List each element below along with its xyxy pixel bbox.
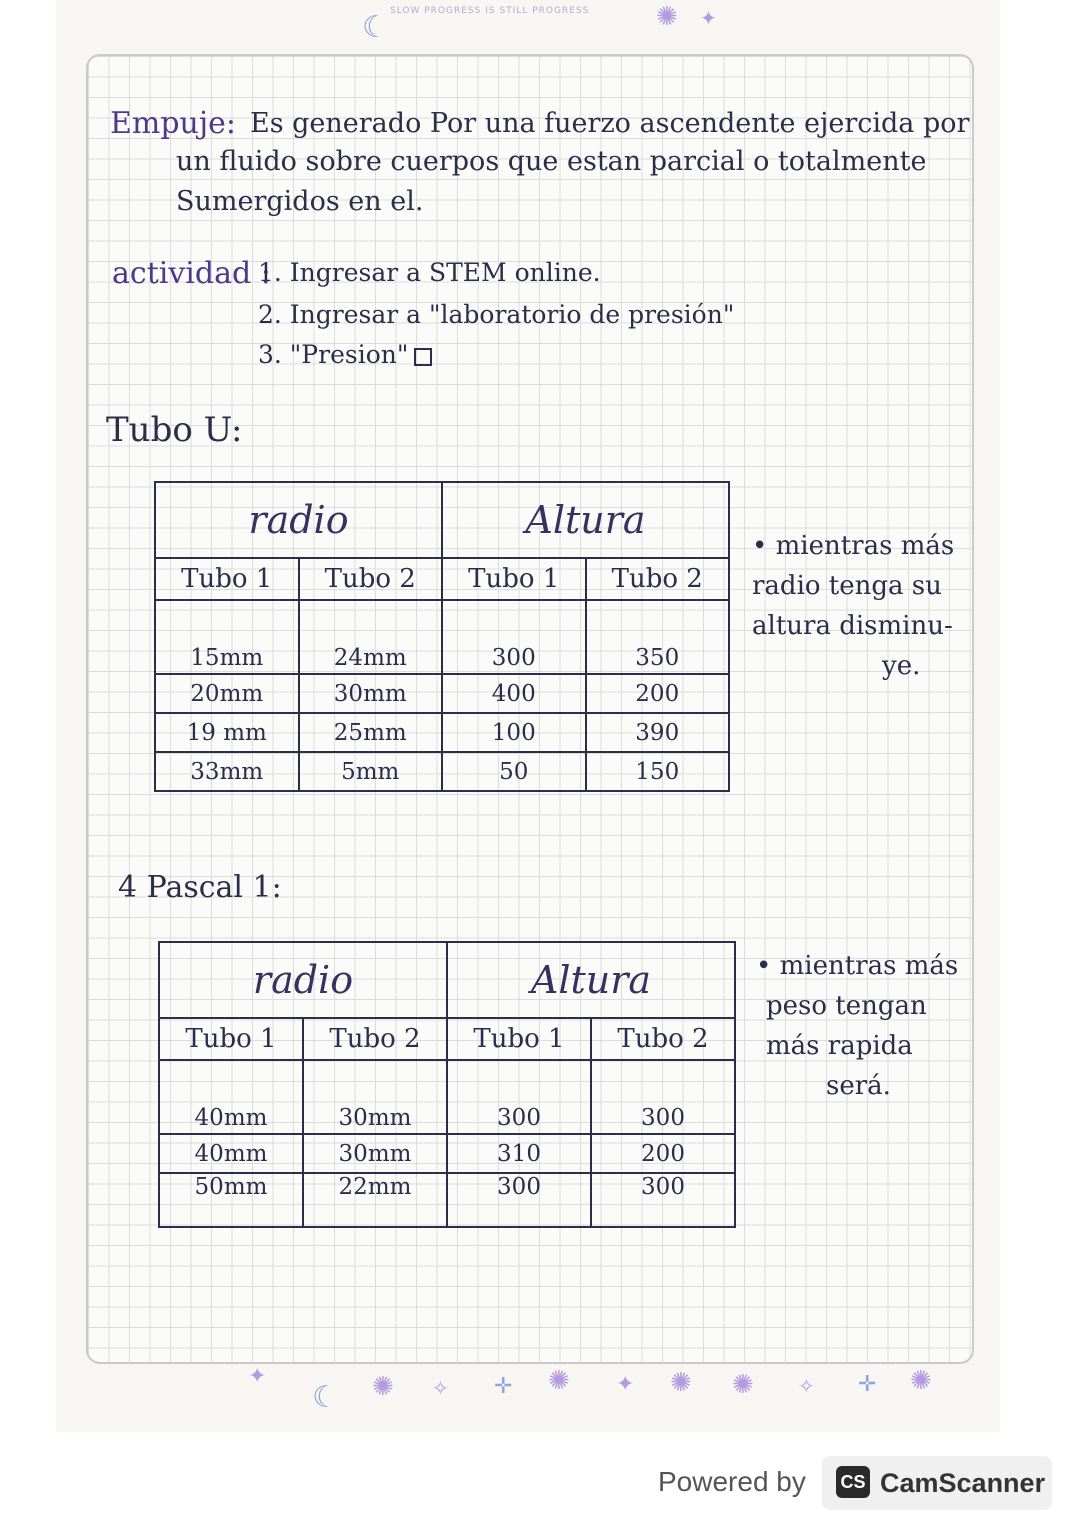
- activity-item: 2. Ingresar a "laboratorio de presión": [258, 300, 735, 329]
- cell: 200: [591, 1134, 735, 1173]
- star-icon: ✦: [700, 6, 717, 30]
- note-line: será.: [826, 1071, 891, 1101]
- activity-label: actividad :: [112, 256, 271, 291]
- cell: 33mm: [155, 752, 299, 791]
- camscanner-name: CamScanner: [880, 1468, 1046, 1498]
- table-row: [155, 713, 729, 752]
- definition-term: Empuje:: [110, 106, 237, 141]
- camscanner-logo-icon: CS: [836, 1466, 870, 1498]
- star-icon: ✦: [616, 1372, 635, 1397]
- note-line: altura disminu-: [752, 611, 953, 641]
- cell: 40mm: [159, 1060, 303, 1134]
- subheader: Tubo 1: [159, 1018, 303, 1060]
- subheader: Tubo 1: [447, 1018, 591, 1060]
- header-altura: Altura: [442, 482, 729, 558]
- cell: 310: [447, 1134, 591, 1173]
- cell: 150: [586, 752, 730, 791]
- header-radio: radio: [159, 942, 447, 1018]
- camscanner-badge: [822, 1456, 1052, 1510]
- moon-icon: ☾: [312, 1380, 339, 1415]
- cell: 300: [447, 1173, 591, 1227]
- table-row: [159, 1173, 735, 1227]
- page-motto: SLOW PROGRESS IS STILL PROGRESS: [390, 6, 590, 16]
- table-tubo-u: [154, 481, 730, 792]
- definition-line: un fluido sobre cuerpos que estan parcial o totalmente: [176, 146, 927, 177]
- cell: 300: [591, 1060, 735, 1134]
- cell: 50mm: [159, 1173, 303, 1227]
- cell: 300: [447, 1060, 591, 1134]
- note-line: ye.: [882, 651, 921, 681]
- note-line: peso tengan: [766, 991, 927, 1021]
- header-altura: Altura: [447, 942, 735, 1018]
- note-line: radio tenga su: [752, 571, 942, 601]
- definition-line: Es generado Por una fuerzo ascendente ejercida por: [250, 108, 970, 139]
- star-icon: ✧: [432, 1376, 449, 1400]
- cell: 350: [586, 600, 730, 674]
- star-icon: ✛: [858, 1372, 877, 1397]
- sparkle-icon: ✺: [372, 1372, 394, 1402]
- sparkle-icon: ✺: [656, 2, 678, 32]
- cell: 40mm: [159, 1134, 303, 1173]
- sparkle-icon: ✺: [732, 1370, 754, 1400]
- cell: 300: [442, 600, 586, 674]
- table-row: [155, 752, 729, 791]
- activity-item: [258, 340, 432, 369]
- table-row: [155, 674, 729, 713]
- powered-by-text: Powered by: [658, 1466, 806, 1497]
- subheader: Tubo 2: [586, 558, 730, 600]
- sparkle-icon: ✺: [670, 1368, 692, 1398]
- cell: 400: [442, 674, 586, 713]
- star-icon: ✦: [248, 1364, 267, 1389]
- section-title-pascal: 4 Pascal 1:: [118, 870, 282, 905]
- table-pascal: [158, 941, 736, 1228]
- cell: 30mm: [299, 674, 443, 713]
- cell: 390: [586, 713, 730, 752]
- cell: 300: [591, 1173, 735, 1227]
- note-line: más rapida: [766, 1031, 913, 1061]
- cell: 30mm: [303, 1060, 447, 1134]
- star-icon: ✧: [798, 1374, 815, 1398]
- cell: 15mm: [155, 600, 299, 674]
- cell: 25mm: [299, 713, 443, 752]
- subheader: Tubo 2: [591, 1018, 735, 1060]
- activity-item: 1. Ingresar a STEM online.: [258, 258, 601, 287]
- cell: 22mm: [303, 1173, 447, 1227]
- activity-item-text: 3. "Presion": [258, 340, 409, 369]
- table-row: [155, 600, 729, 674]
- subheader: Tubo 2: [303, 1018, 447, 1060]
- definition-line: Sumergidos en el.: [176, 186, 424, 217]
- sparkle-icon: ✺: [910, 1366, 932, 1396]
- cell: 5mm: [299, 752, 443, 791]
- table-row: [159, 1134, 735, 1173]
- star-icon: ✛: [494, 1374, 513, 1399]
- section-title-tubo-u: Tubo U:: [106, 410, 243, 450]
- cell: 100: [442, 713, 586, 752]
- cell: 200: [586, 674, 730, 713]
- header-radio: radio: [155, 482, 442, 558]
- subheader: Tubo 1: [155, 558, 299, 600]
- moon-icon: ☾: [362, 10, 389, 45]
- cell: 24mm: [299, 600, 443, 674]
- note-line: • mientras más: [752, 531, 955, 561]
- note-line: • mientras más: [756, 951, 959, 981]
- side-note: [752, 526, 954, 686]
- subheader: Tubo 1: [442, 558, 586, 600]
- cell: 19 mm: [155, 713, 299, 752]
- table-row: [159, 1060, 735, 1134]
- cell: 20mm: [155, 674, 299, 713]
- subheader: Tubo 2: [299, 558, 443, 600]
- cell: 50: [442, 752, 586, 791]
- checkbox-icon: [414, 348, 432, 366]
- cell: 30mm: [303, 1134, 447, 1173]
- side-note: [756, 946, 958, 1106]
- sparkle-icon: ✺: [548, 1366, 570, 1396]
